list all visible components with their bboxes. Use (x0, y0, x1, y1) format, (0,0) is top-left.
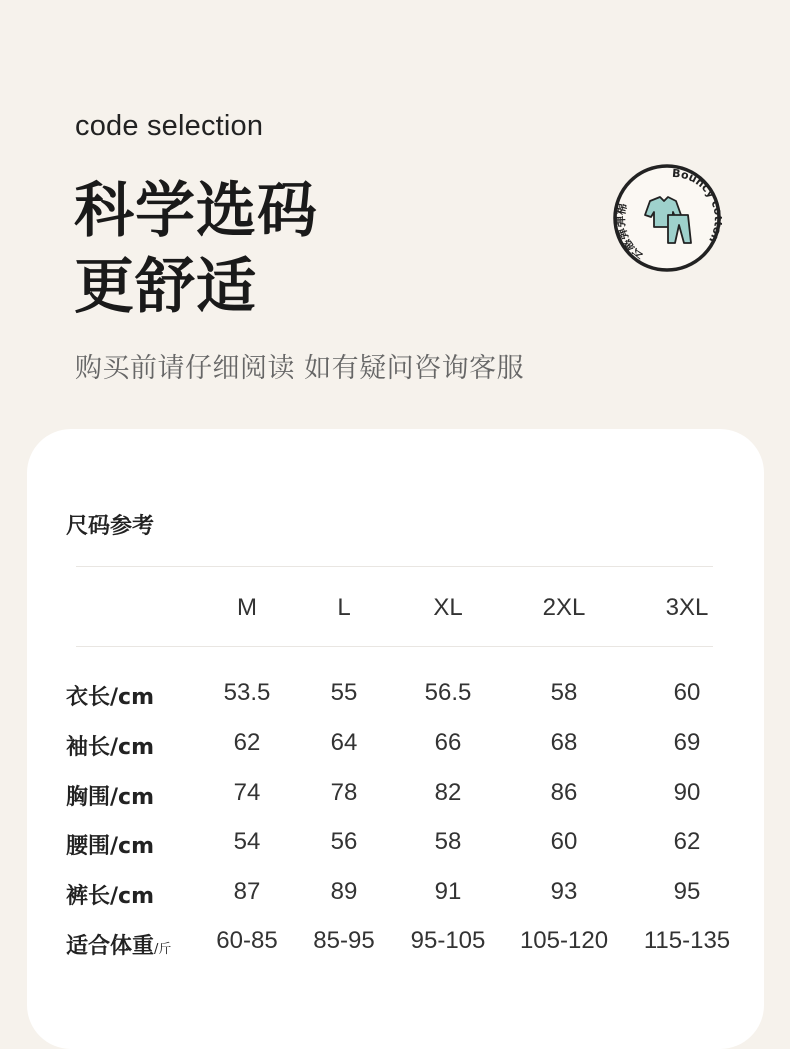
table-cell: 68 (550, 729, 578, 756)
table-cell: 85-95 (313, 927, 375, 954)
table-cell: 86 (550, 779, 578, 806)
table-cell: 55 (330, 679, 358, 706)
table-cell: 115-135 (643, 927, 731, 954)
table-cell: 58 (434, 828, 462, 855)
table-cell: 82 (434, 779, 462, 806)
table-cell: 62 (233, 729, 261, 756)
bouncy-cotton-badge (612, 163, 722, 273)
row-label-waist: 腰围/cm (66, 834, 155, 859)
table-cell: 105-120 (519, 927, 609, 954)
page-title-line-1: 科学选码 (74, 176, 318, 246)
table-cell: 60-85 (216, 927, 278, 954)
badge-text-en: Bouncy c n (671, 166, 722, 246)
table-cell: 95 (673, 878, 701, 905)
row-label-weight-text: 适合体重 (66, 934, 155, 959)
row-label-sleeve: 袖长/cm (66, 735, 155, 760)
divider (76, 646, 713, 647)
row-label-weight-unit: /斤 (154, 942, 172, 957)
table-cell: 95-105 (410, 927, 486, 954)
table-cell: 90 (673, 779, 701, 806)
row-label-chest: 胸围/cm (66, 785, 155, 810)
row-label-pants-length: 裤长/cm (66, 884, 155, 909)
row-label-length: 衣长/cm (66, 685, 155, 710)
table-cell: 62 (673, 828, 701, 855)
table-cell: 58 (550, 679, 578, 706)
divider (76, 566, 713, 567)
tagline: 购买前请仔细阅读 如有疑问咨询客服 (75, 353, 525, 384)
table-cell: 89 (330, 878, 358, 905)
table-cell: 53.5 (223, 679, 271, 706)
table-cell: 93 (550, 878, 578, 905)
size-header-l: L (337, 594, 351, 621)
size-header-xl: XL (433, 594, 463, 621)
table-cell: 69 (673, 729, 701, 756)
table-cell: 54 (233, 828, 261, 855)
table-cell: 60 (550, 828, 578, 855)
size-header-2xl: 2XL (542, 594, 586, 621)
badge-text-cn: 云感弹弹棉 (613, 202, 646, 264)
table-cell: 66 (434, 729, 462, 756)
size-header-m: M (237, 594, 257, 621)
subtitle-english: code selection (75, 110, 264, 142)
table-cell: 87 (233, 878, 261, 905)
table-cell: 64 (330, 729, 358, 756)
row-label-weight (66, 929, 171, 960)
size-header-3xl: 3XL (665, 594, 709, 621)
size-table-title: 尺码参考 (66, 514, 155, 539)
table-cell: 56.5 (424, 679, 472, 706)
page-title-line-2: 更舒适 (74, 252, 257, 322)
table-cell: 78 (330, 779, 358, 806)
table-cell: 74 (233, 779, 261, 806)
table-cell: 91 (434, 878, 462, 905)
table-cell: 60 (673, 679, 701, 706)
table-cell: 56 (330, 828, 358, 855)
